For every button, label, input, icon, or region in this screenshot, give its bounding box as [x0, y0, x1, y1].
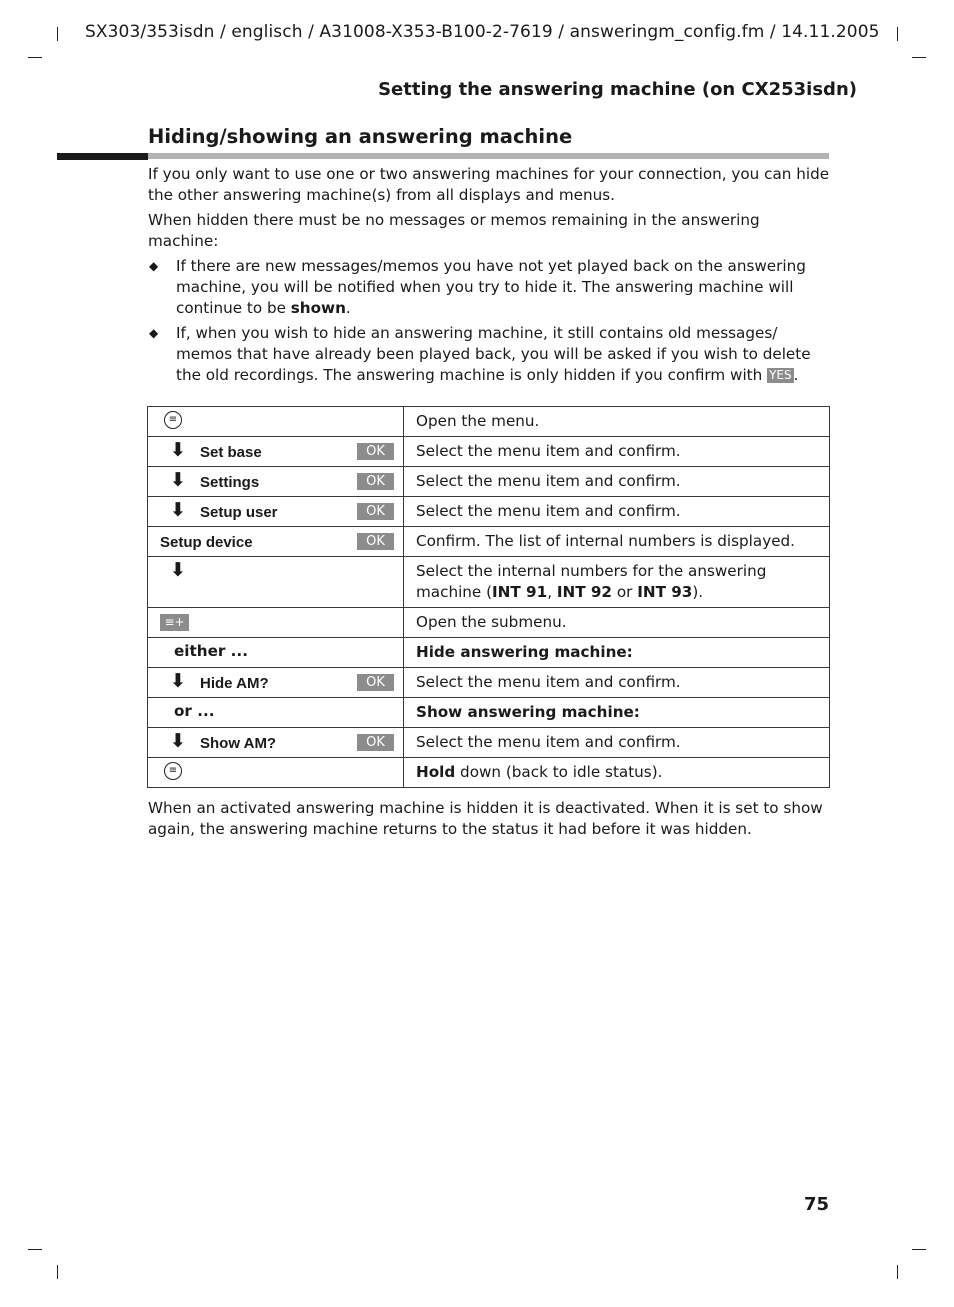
ok-key-icon: OK: [357, 473, 394, 490]
down-arrow-icon: ⬇: [170, 670, 186, 692]
step-description: [404, 758, 830, 788]
step-row: [148, 668, 830, 698]
step-row: [148, 527, 830, 557]
down-arrow-icon: ⬇: [170, 469, 186, 491]
document-header: SX303/353isdn / englisch / A31008-X353-B100-2-7619 / answeringm_config.fm / 14.11.2005: [85, 22, 880, 42]
menu-item-label: Setup device: [160, 534, 253, 551]
desc-text: or: [612, 583, 638, 601]
crop-mark: [897, 1265, 898, 1279]
submenu-key-icon: ≡+: [160, 614, 189, 631]
step-row: [148, 467, 830, 497]
step-keys: [148, 758, 404, 788]
step-keys: [148, 527, 404, 557]
step-keys: [148, 497, 404, 527]
desc-text: down (back to idle status).: [455, 763, 663, 781]
bullet-list: [148, 256, 830, 386]
bullet-emphasis: shown: [290, 299, 346, 317]
ok-key-icon: OK: [357, 503, 394, 520]
desc-emphasis: Hold: [416, 763, 456, 781]
step-description: Select the menu item and confirm.: [404, 728, 830, 758]
bullet-item: [148, 256, 830, 319]
step-row: [148, 758, 830, 788]
down-arrow-icon: ⬇: [170, 439, 186, 461]
step-row: [148, 497, 830, 527]
crop-mark: [912, 1249, 926, 1250]
down-arrow-icon: ⬇: [170, 559, 186, 581]
section-title: Setting the answering machine (on CX253isdn): [378, 79, 857, 100]
menu-item-label: Setup user: [200, 504, 278, 521]
step-description: Select the menu item and confirm.: [404, 437, 830, 467]
menu-key-icon: ≡: [164, 411, 182, 429]
step-description: Confirm. The list of internal numbers is displayed.: [404, 527, 830, 557]
option-label: either ...: [174, 642, 248, 660]
crop-mark: [28, 1249, 42, 1250]
step-row: [148, 698, 830, 728]
bullet-text: If there are new messages/memos you have not yet played back on the answering machine, you will be notified when you try to hide it. The answering machine will continue to be: [176, 257, 806, 317]
step-keys: [148, 437, 404, 467]
step-description: Select the menu item and confirm.: [404, 497, 830, 527]
crop-mark: [57, 27, 58, 41]
option-heading: Hide answering machine:: [416, 643, 633, 661]
ok-key-icon: OK: [357, 533, 394, 550]
heading-rule-dark: [57, 153, 148, 160]
step-description: [404, 698, 830, 728]
step-keys: [148, 668, 404, 698]
desc-text: ).: [692, 583, 704, 601]
crop-mark: [57, 1265, 58, 1279]
page-number: 75: [803, 1194, 829, 1215]
step-description: [404, 557, 830, 608]
end-call-key-icon: ≡: [164, 762, 182, 780]
step-row: [148, 407, 830, 437]
diamond-bullet-icon: ◆: [149, 326, 159, 340]
closing-paragraph: When an activated answering machine is hidden it is deactivated. When it is set to show again, the answering machine returns to the status it had before it was hidden.: [148, 799, 823, 838]
bullet-text: If, when you wish to hide an answering machine, it still contains old messages/ memos that have already been played back, you will be asked if you wish to delete the old recordings. The answering machine is only hidden if you confirm with: [176, 324, 811, 384]
menu-item-label: Settings: [200, 474, 260, 491]
menu-item-label: Set base: [200, 444, 262, 461]
step-row: [148, 728, 830, 758]
option-label: or ...: [174, 702, 215, 720]
intro-block: [148, 164, 830, 390]
step-row: [148, 437, 830, 467]
steps-table: [147, 406, 830, 788]
step-description: Open the submenu.: [404, 608, 830, 638]
step-keys: [148, 638, 404, 668]
step-keys: [148, 698, 404, 728]
step-description: Select the menu item and confirm.: [404, 467, 830, 497]
menu-item-label: Hide AM?: [200, 675, 269, 692]
step-row: [148, 608, 830, 638]
step-keys: [148, 407, 404, 437]
bullet-punct: .: [345, 299, 351, 317]
down-arrow-icon: ⬇: [170, 730, 186, 752]
menu-item-label: Show AM?: [200, 735, 277, 752]
step-keys: [148, 728, 404, 758]
step-description: Select the menu item and confirm.: [404, 668, 830, 698]
step-keys: [148, 608, 404, 638]
step-description: Open the menu.: [404, 407, 830, 437]
ok-key-icon: OK: [357, 674, 394, 691]
heading-rule: [148, 153, 829, 159]
page-heading: Hiding/showing an answering machine: [148, 125, 573, 148]
crop-mark: [897, 27, 898, 41]
crop-mark: [28, 57, 42, 58]
step-row: [148, 638, 830, 668]
intro-paragraph: When hidden there must be no messages or memos remaining in the answering machine:: [148, 211, 760, 250]
step-description: [404, 638, 830, 668]
step-keys: [148, 467, 404, 497]
yes-key-icon: YES: [769, 368, 792, 382]
desc-int-number: INT 92: [556, 583, 612, 601]
diamond-bullet-icon: ◆: [149, 259, 159, 273]
bullet-punct: .: [793, 366, 799, 384]
option-heading: Show answering machine:: [416, 703, 640, 721]
step-row: [148, 557, 830, 608]
desc-int-number: INT 93: [637, 583, 693, 601]
down-arrow-icon: ⬇: [170, 499, 186, 521]
ok-key-icon: OK: [357, 734, 394, 751]
desc-int-number: INT 91: [492, 583, 548, 601]
desc-text: Select the internal numbers for the answering machine (: [416, 562, 767, 601]
bullet-item: [148, 323, 830, 386]
intro-paragraph: If you only want to use one or two answering machines for your connection, you can hide the other answering machine(s) from all displays and menus.: [148, 165, 830, 204]
crop-mark: [912, 57, 926, 58]
ok-key-icon: OK: [357, 443, 394, 460]
step-keys: [148, 557, 404, 608]
desc-text: ,: [547, 583, 557, 601]
